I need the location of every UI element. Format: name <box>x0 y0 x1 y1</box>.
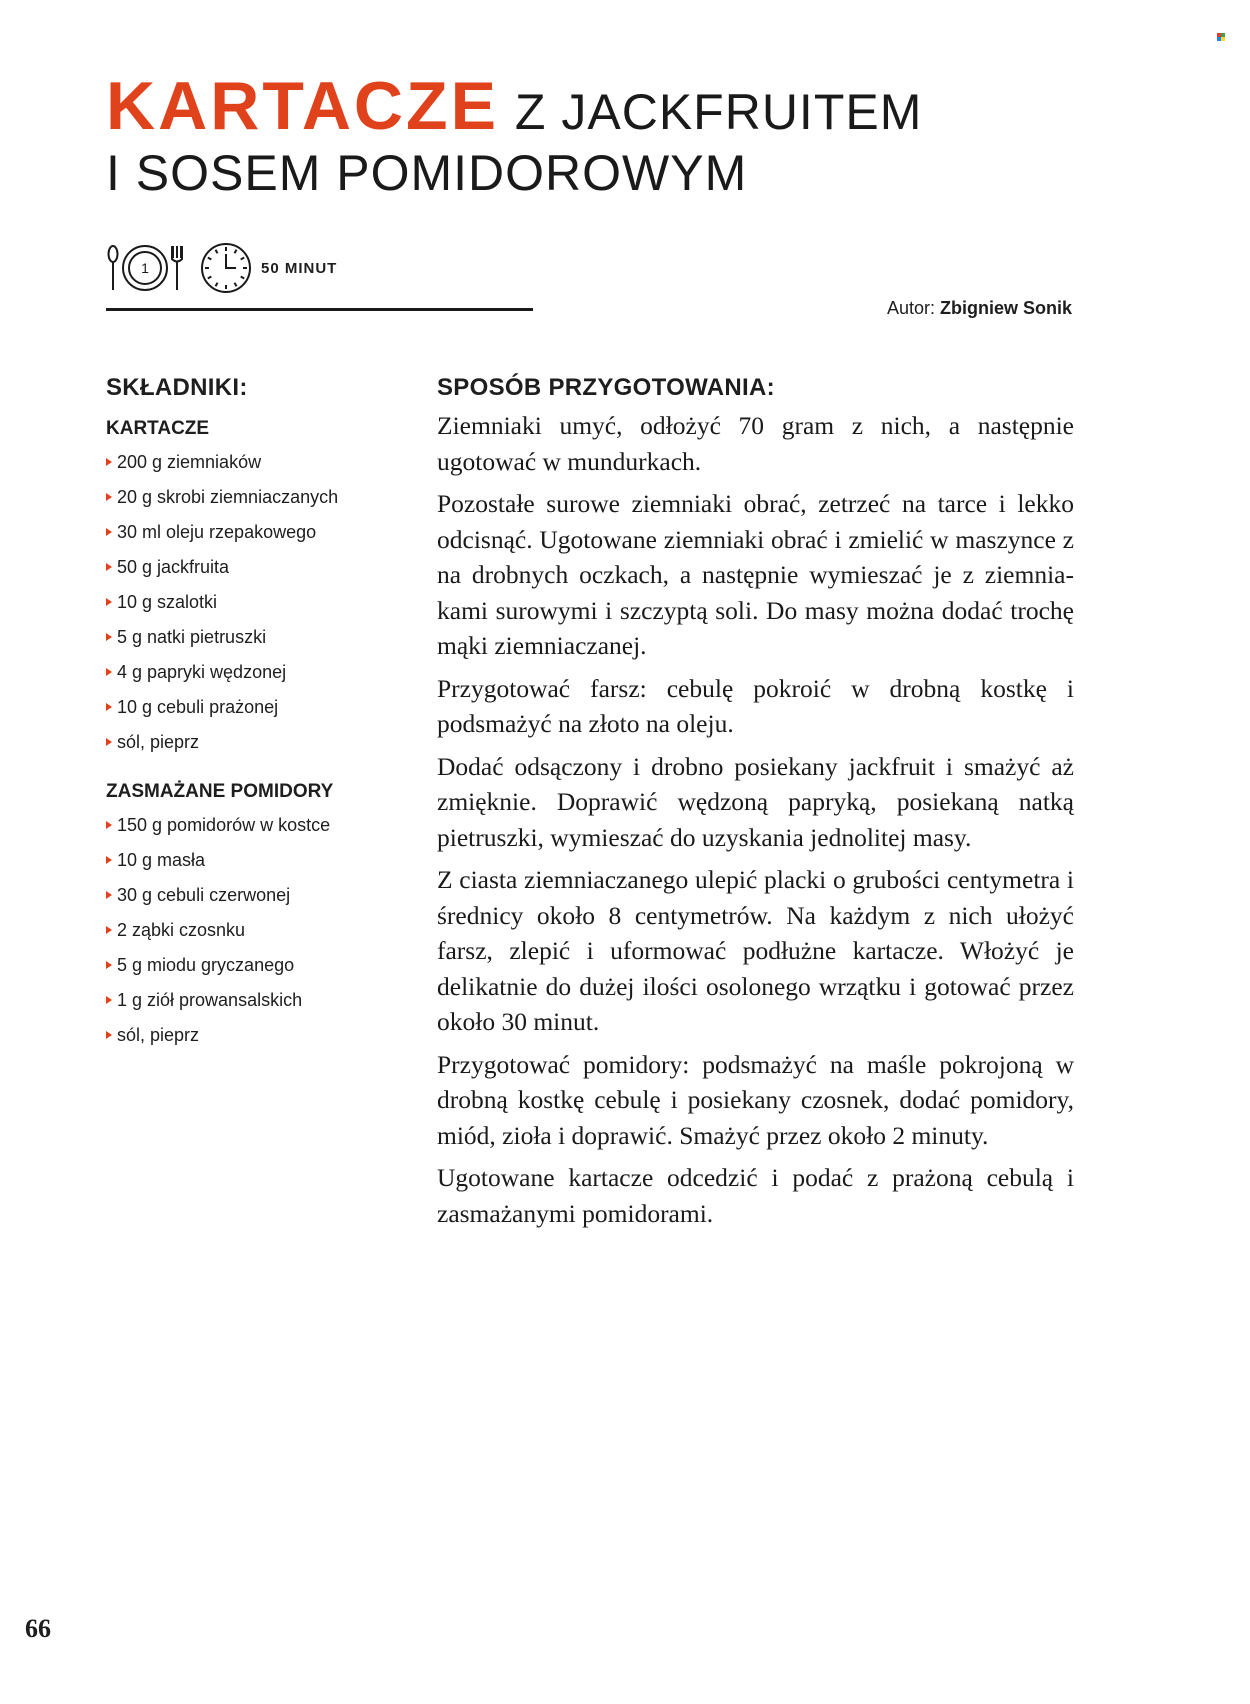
ingredient-item: 5 g miodu gryczanego <box>106 953 406 988</box>
page-number: 66 <box>25 1614 51 1643</box>
clock-icon <box>199 241 253 295</box>
ingredient-item: sól, pieprz <box>106 730 406 765</box>
ingredient-list <box>106 813 406 1058</box>
ingredient-item: 5 g natki pietruszki <box>106 625 406 660</box>
method-step: Ziemniaki umyć, odłożyć 70 gram z nich, a następnie ugotować w mundurkach. <box>437 411 1074 476</box>
ingredient-group-title: KARTACZE <box>106 418 210 439</box>
title-line2: I SOSEM POMIDOROWYM <box>106 145 748 201</box>
author-line <box>887 298 1072 319</box>
ingredient-item: sól, pieprz <box>106 1023 406 1058</box>
ingredient-item: 10 g cebuli prażonej <box>106 695 406 730</box>
recipe-title <box>106 68 923 201</box>
ingredient-item: 30 g cebuli czerwonej <box>106 883 406 918</box>
method-heading: SPOSÓB PRZYGOTOWANIA: <box>437 374 775 401</box>
servings-count: 1 <box>141 260 149 276</box>
ingredient-group-title: ZASMAŻANE POMIDORY <box>106 781 334 802</box>
ingredient-item: 2 ząbki czosnku <box>106 918 406 953</box>
method-step: Z ciasta ziemniaczanego ulepić placki o grubości centymetra i średnicy około 8 centymetrów. Na każdym z nich ułożyć farsz, zlepić i uformować podłużne kartacze. Włożyć je delikatnie do dużej ilości osolonego wrzątku i gotować przez około 30 minut. <box>437 865 1074 1036</box>
author-name: Zbigniew Sonik <box>939 298 1072 318</box>
ingredient-item: 10 g szalotki <box>106 590 406 625</box>
ingredient-item: 30 ml oleju rzepakowego <box>106 520 406 555</box>
corner-logo <box>1217 33 1225 41</box>
ingredient-item: 50 g jackfruita <box>106 555 406 590</box>
ingredient-item: 200 g ziemniaków <box>106 450 406 485</box>
ingredients-section <box>106 374 406 1074</box>
method-section <box>437 374 1074 1238</box>
recipe-meta <box>106 240 337 296</box>
ingredient-item: 20 g skrobi ziemniaczanych <box>106 485 406 520</box>
title-accent: KARTACZE <box>106 68 499 144</box>
ingredient-list <box>106 450 406 765</box>
method-step: Dodać odsączony i drobno posiekany jackfruit i smażyć aż zmięknie. Doprawić wędzoną papryką, posiekaną natką pietruszki, wymieszać do uzyskania jednolitej masy. <box>437 751 1074 852</box>
ingredient-item: 10 g masła <box>106 848 406 883</box>
method-step: Pozostałe surowe ziemniaki obrać, zetrzeć na tarce i lekko odcisnąć. Ugotowane ziemniaki obrać i zmielić w maszynce z na drobnych oczkach, a następnie wymieszać je z ziemniakami surowymi i szczyptą soli. Do masy można dodać trochę mąki ziemniaczanej. <box>437 489 1074 660</box>
plate-cutlery-icon <box>106 242 184 294</box>
header-divider <box>106 308 533 311</box>
ingredient-item: 1 g ziół prowansalskich <box>106 988 406 1023</box>
method-step: Przygotować pomidory: podsmażyć na maśle pokrojoną w drobną kostkę cebulę i posiekany czosnek, dodać pomidory, miód, zioła i doprawić. Smażyć przez około 2 minuty. <box>437 1049 1074 1150</box>
ingredient-item: 150 g pomidorów w kostce <box>106 813 406 848</box>
ingredients-heading: SKŁADNIKI: <box>106 374 248 401</box>
method-step: Przygotować farsz: cebulę pokroić w drobną kostkę i podsmażyć na złoto na oleju. <box>437 673 1074 738</box>
ingredient-item: 4 g papryki wędzonej <box>106 660 406 695</box>
author-label: Autor: <box>886 298 935 318</box>
title-line1-rest: Z JACKFRUITEM <box>514 84 923 140</box>
method-step: Ugotowane kartacze odcedzić i podać z prażoną cebulą i zasmażanymi pomidorami. <box>437 1163 1074 1228</box>
prep-time: 50 MINUT <box>261 259 338 277</box>
